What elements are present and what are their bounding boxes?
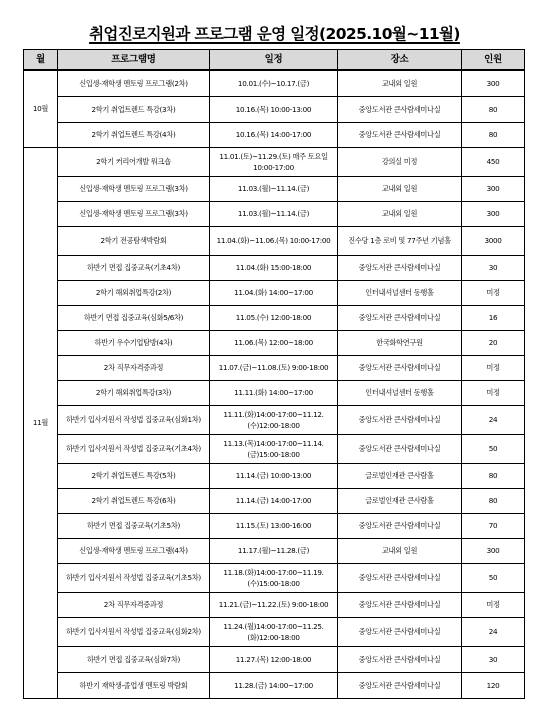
count-cell: 300	[462, 176, 525, 201]
schedule-cell: 10.16.(목) 10:00-13:00	[210, 96, 338, 122]
schedule-cell: 11.11.(화)14:00-17:00~11.12.(수)12:00-18:00	[210, 405, 338, 434]
schedule-cell: 11.01.(토)~11.29.(토) 매주 토요일 10:00-17:00	[210, 147, 338, 176]
table-body	[24, 70, 525, 698]
count-cell: 20	[462, 330, 525, 355]
place-cell: 교내외 일원	[338, 201, 462, 226]
program-cell: 하반기 재학생-졸업생 멘토링 박람회	[58, 672, 210, 698]
program-cell: 2학기 취업트렌드 특강(4차)	[58, 122, 210, 147]
table-row	[24, 280, 525, 305]
place-cell: 인터내셔널센터 동행홀	[338, 280, 462, 305]
count-cell: 80	[462, 122, 525, 147]
schedule-cell: 11.04.(화)~11.06.(목) 10:00-17:00	[210, 226, 338, 255]
table-header-row	[24, 50, 525, 71]
place-cell: 중앙도서관 큰사람세미나실	[338, 672, 462, 698]
program-cell: 신입생-재학생 멘토링 프로그램(4차)	[58, 538, 210, 563]
place-cell: 중앙도서관 큰사람세미나실	[338, 563, 462, 592]
table-row	[24, 592, 525, 617]
schedule-cell: 11.14.(금) 14:00-17:00	[210, 488, 338, 513]
header-schedule: 일정	[210, 50, 338, 71]
count-cell: 3000	[462, 226, 525, 255]
program-cell: 신입생-재학생 멘토링 프로그램(3차)	[58, 201, 210, 226]
schedule-cell: 11.04.(화) 14:00~17:00	[210, 280, 338, 305]
count-cell: 300	[462, 70, 525, 96]
count-cell: 450	[462, 147, 525, 176]
table-row	[24, 176, 525, 201]
schedule-cell: 11.11.(화) 14:00~17:00	[210, 380, 338, 405]
program-cell: 하반기 입사지원서 작성법 집중교육(심화1차)	[58, 405, 210, 434]
count-cell: 300	[462, 201, 525, 226]
place-cell: 중앙도서관 큰사람세미나실	[338, 617, 462, 646]
header-month: 월	[24, 50, 58, 71]
count-cell: 미정	[462, 592, 525, 617]
count-cell: 30	[462, 255, 525, 280]
program-cell: 하반기 면접 집중교육(기초4차)	[58, 255, 210, 280]
schedule-cell: 10.16.(목) 14:00-17:00	[210, 122, 338, 147]
schedule-cell: 10.01.(수)~10.17.(금)	[210, 70, 338, 96]
count-cell: 미정	[462, 280, 525, 305]
program-cell: 하반기 면접 집중교육(기초5차)	[58, 513, 210, 538]
schedule-cell: 11.13.(목)14:00-17:00~11.14.(금)15:00-18:00	[210, 434, 338, 463]
schedule-cell: 11.18.(화)14:00-17:00~11.19.(수)15:00-18:00	[210, 563, 338, 592]
place-cell: 중앙도서관 큰사람세미나실	[338, 646, 462, 672]
table-row	[24, 646, 525, 672]
program-cell: 2차 직무자격증과정	[58, 355, 210, 380]
table-row	[24, 405, 525, 434]
table-row	[24, 122, 525, 147]
count-cell: 70	[462, 513, 525, 538]
table-row	[24, 563, 525, 592]
program-cell: 2학기 취업트렌드 특강(3차)	[58, 96, 210, 122]
place-cell: 글로벌인재관 큰사람홀	[338, 463, 462, 488]
program-cell: 2학기 취업트렌드 특강(5차)	[58, 463, 210, 488]
table-row	[24, 488, 525, 513]
table-row	[24, 538, 525, 563]
table-row	[24, 463, 525, 488]
place-cell: 글로벌인재관 큰사람홀	[338, 488, 462, 513]
place-cell: 교내외 일원	[338, 538, 462, 563]
program-cell: 하반기 입사지원서 작성법 집중교육(기초5차)	[58, 563, 210, 592]
program-cell: 신입생-재학생 멘토링 프로그램(2차)	[58, 70, 210, 96]
program-cell: 2학기 해외취업특강(3차)	[58, 380, 210, 405]
count-cell: 미정	[462, 355, 525, 380]
count-cell: 50	[462, 434, 525, 463]
header-program: 프로그램명	[58, 50, 210, 71]
table-row	[24, 255, 525, 280]
table-row	[24, 355, 525, 380]
schedule-cell: 11.17.(월)~11.28.(금)	[210, 538, 338, 563]
count-cell: 80	[462, 463, 525, 488]
schedule-cell: 11.04.(화) 15:00-18:00	[210, 255, 338, 280]
program-cell: 2학기 해외취업특강(2차)	[58, 280, 210, 305]
table-row	[24, 330, 525, 355]
table-row	[24, 672, 525, 698]
place-cell: 중앙도서관 큰사람세미나실	[338, 255, 462, 280]
schedule-cell: 11.14.(금) 10:00-13:00	[210, 463, 338, 488]
place-cell: 한국화학연구원	[338, 330, 462, 355]
program-cell: 2차 직무자격증과정	[58, 592, 210, 617]
count-cell: 16	[462, 305, 525, 330]
place-cell: 교내외 일원	[338, 176, 462, 201]
place-cell: 인터내셔널센터 동행홀	[338, 380, 462, 405]
count-cell: 30	[462, 646, 525, 672]
program-cell: 신입생-재학생 멘토링 프로그램(3차)	[58, 176, 210, 201]
place-cell: 중앙도서관 큰사람세미나실	[338, 513, 462, 538]
place-cell: 강의실 미정	[338, 147, 462, 176]
place-cell: 중앙도서관 큰사람세미나실	[338, 405, 462, 434]
header-place: 장소	[338, 50, 462, 71]
schedule-cell: 11.05.(수) 12:00-18:00	[210, 305, 338, 330]
place-cell: 중앙도서관 큰사람세미나실	[338, 96, 462, 122]
program-cell: 하반기 면접 집중교육(심화5/6차)	[58, 305, 210, 330]
place-cell: 중앙도서관 큰사람세미나실	[338, 305, 462, 330]
table-row	[24, 434, 525, 463]
place-cell: 교내외 일원	[338, 70, 462, 96]
place-cell: 진수당 1층 로비 및 77주년 기념홀	[338, 226, 462, 255]
place-cell: 중앙도서관 큰사람세미나실	[338, 592, 462, 617]
schedule-cell: 11.15.(토) 13:00-16:00	[210, 513, 338, 538]
count-cell: 300	[462, 538, 525, 563]
page-title: 취업진로지원과 프로그램 운영 일정(2025.10월~11월)	[89, 25, 460, 43]
place-cell: 중앙도서관 큰사람세미나실	[338, 355, 462, 380]
schedule-cell: 11.27.(목) 12:00-18:00	[210, 646, 338, 672]
program-cell: 2학기 전공탐색박람회	[58, 226, 210, 255]
count-cell: 80	[462, 488, 525, 513]
table-row	[24, 201, 525, 226]
schedule-cell: 11.28.(금) 14:00~17:00	[210, 672, 338, 698]
header-count: 인원	[462, 50, 525, 71]
place-cell: 중앙도서관 큰사람세미나실	[338, 122, 462, 147]
count-cell: 24	[462, 617, 525, 646]
table-row	[24, 226, 525, 255]
month-cell: 10월	[24, 70, 58, 147]
table-row	[24, 147, 525, 176]
count-cell: 80	[462, 96, 525, 122]
program-cell: 하반기 입사지원서 작성법 집중교육(심화2차)	[58, 617, 210, 646]
schedule-cell: 11.21.(금)~11.22.(토) 9:00-18:00	[210, 592, 338, 617]
place-cell: 중앙도서관 큰사람세미나실	[338, 434, 462, 463]
table-row	[24, 96, 525, 122]
count-cell: 120	[462, 672, 525, 698]
schedule-cell: 11.06.(목) 12:00~18:00	[210, 330, 338, 355]
program-cell: 하반기 입사지원서 작성법 집중교육(기초4차)	[58, 434, 210, 463]
table-row	[24, 617, 525, 646]
program-cell: 2학기 커리어개발 워크숍	[58, 147, 210, 176]
table-row	[24, 513, 525, 538]
month-cell: 11월	[24, 147, 58, 698]
table-row	[24, 380, 525, 405]
schedule-cell: 11.07.(금)~11.08.(토) 9:00-18:00	[210, 355, 338, 380]
program-cell: 2학기 취업트렌드 특강(6차)	[58, 488, 210, 513]
count-cell: 50	[462, 563, 525, 592]
count-cell: 24	[462, 405, 525, 434]
table-row	[24, 305, 525, 330]
schedule-table	[23, 49, 525, 699]
count-cell: 미정	[462, 380, 525, 405]
schedule-cell: 11.24.(월)14:00-17:00~11.25.(화)12:00-18:00	[210, 617, 338, 646]
program-cell: 하반기 우수기업탐방(4차)	[58, 330, 210, 355]
table-row	[24, 70, 525, 96]
program-cell: 하반기 면접 집중교육(심화7차)	[58, 646, 210, 672]
schedule-cell: 11.03.(월)~11.14.(금)	[210, 201, 338, 226]
schedule-cell: 11.03.(월)~11.14.(금)	[210, 176, 338, 201]
